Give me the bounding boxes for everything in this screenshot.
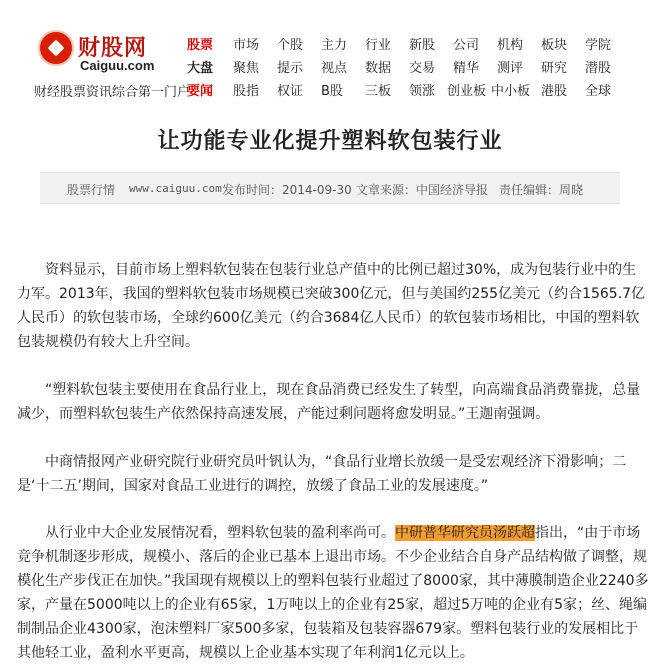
- article-title: 让功能专业化提升塑料软包装行业: [157, 129, 503, 154]
- paragraph-4-body: 指出，“由于市场竞争机制逐步形成，规模小、落后的企业已基本上退出市场。不少企业结合自身产品结构做了调整，规模化生产步伐正在加快。”我国现有规模以上的塑料包装行业超过了8000家，其中薄膜制造企业2240多家，产量在5000吨以上的企业有65家，1万吨以上的企业有25家，超过5万吨的企业有5家；丝、绳编制制品企业4300家，泡沫塑料厂家500多家，包装箱及包装容器679家。塑料包装行业的发展相比于其他轻工业，盈利水平更高，规模以上企业基本实现了年利润1亿元以上。: [17, 525, 649, 661]
- nav-link-warrants[interactable]: 权证: [277, 84, 304, 99]
- nav-link-academy[interactable]: 学院: [585, 38, 612, 53]
- nav-link-sector[interactable]: 板块: [541, 38, 568, 53]
- nav-link-institution[interactable]: 机构: [497, 38, 524, 53]
- logo-cn-text: 财股网: [78, 35, 148, 60]
- nav-link-top-gainers[interactable]: 领涨: [409, 84, 436, 99]
- nav-link-index[interactable]: 大盘: [187, 61, 214, 76]
- nav-link-individual-stocks[interactable]: 个股: [277, 38, 304, 53]
- publish-time: 发布时间：2014-09-30: [222, 183, 352, 197]
- nav-link-stocks[interactable]: 股票: [187, 38, 214, 53]
- nav-link-headlines[interactable]: 要闻: [187, 84, 214, 99]
- article-paragraph-3: 中商情报网产业研究院行业研究员叶钒认为，“食品行业增长放缓一是受宏观经济下滑影响；二是‘十二五’期间，国家对食品工业进行的调控，放缓了食品工业的发展速度。”: [17, 454, 627, 494]
- article-meta-bar: [40, 172, 620, 204]
- nav-link-data[interactable]: 数据: [365, 61, 392, 76]
- site-logo[interactable]: [38, 30, 176, 74]
- nav-link-new-stocks[interactable]: 新股: [409, 38, 436, 53]
- nav-link-review[interactable]: 测评: [497, 61, 524, 76]
- nav-link-market[interactable]: 市场: [233, 38, 260, 53]
- nav-link-viewpoint[interactable]: 视点: [321, 61, 348, 76]
- nav-link-tips[interactable]: 提示: [277, 61, 304, 76]
- nav-link-potential-stocks[interactable]: 潜股: [585, 61, 612, 76]
- nav-link-hk-stocks[interactable]: 港股: [541, 84, 568, 99]
- article-category-link[interactable]: 股票行情: [67, 183, 116, 197]
- article-paragraph-1: 资料显示，目前市场上塑料软包装在包装行业总产值中的比例已超过30%，成为包装行业中的生力军。2013年，我国的塑料软包装市场规模已突破300亿元，但与美国约255亿美元（约合1565.7亿人民币）的软包装市场，全球约600亿美元（约合3684亿人民币）的软包装市场相比，中国的塑料软包装规模仍有较大上升空间。: [17, 262, 646, 350]
- nav-link-b-shares[interactable]: B股: [321, 84, 343, 99]
- nav-link-research[interactable]: 研究: [541, 61, 568, 76]
- article-source: 文章来源：中国经济导报: [356, 183, 489, 197]
- site-url-link[interactable]: www.caiguu.com: [129, 182, 222, 195]
- nav-link-sme-board[interactable]: 中小板: [491, 84, 531, 99]
- article-paragraph-4: [17, 521, 649, 665]
- article-editor: 责任编辑：周晓: [499, 183, 584, 197]
- nav-link-global[interactable]: 全球: [585, 84, 612, 99]
- logo-en-text: Caiguu.com: [80, 58, 155, 73]
- logo-icon: [38, 30, 74, 66]
- article-paragraph-2: “塑料软包装主要使用在食品行业上，现在食品消费已经发生了转型，向高端食品消费靠拢，总量减少，而塑料软包装生产依然保持高速发展，产能过剩问题将愈发明显。”王迦南强调。: [17, 382, 641, 422]
- nav-link-industry[interactable]: 行业: [365, 38, 392, 53]
- nav-link-stock-index[interactable]: 股指: [233, 84, 260, 99]
- nav-link-company[interactable]: 公司: [453, 38, 480, 53]
- highlighted-researcher-name: 中研普华研究员汤跃超: [395, 525, 535, 541]
- nav-link-main-force[interactable]: 主力: [321, 38, 348, 53]
- site-slogan: 财经股票资讯综合第一门户: [34, 85, 191, 100]
- paragraph-4-lead: 从行业中大企业发展情况看，塑料软包装的盈利率尚可。: [45, 525, 395, 541]
- nav-link-focus[interactable]: 聚焦: [233, 61, 260, 76]
- nav-link-third-board[interactable]: 三板: [365, 84, 392, 99]
- nav-link-gem-board[interactable]: 创业板: [447, 84, 487, 99]
- nav-link-essence[interactable]: 精华: [453, 61, 480, 76]
- nav-link-trading[interactable]: 交易: [409, 61, 436, 76]
